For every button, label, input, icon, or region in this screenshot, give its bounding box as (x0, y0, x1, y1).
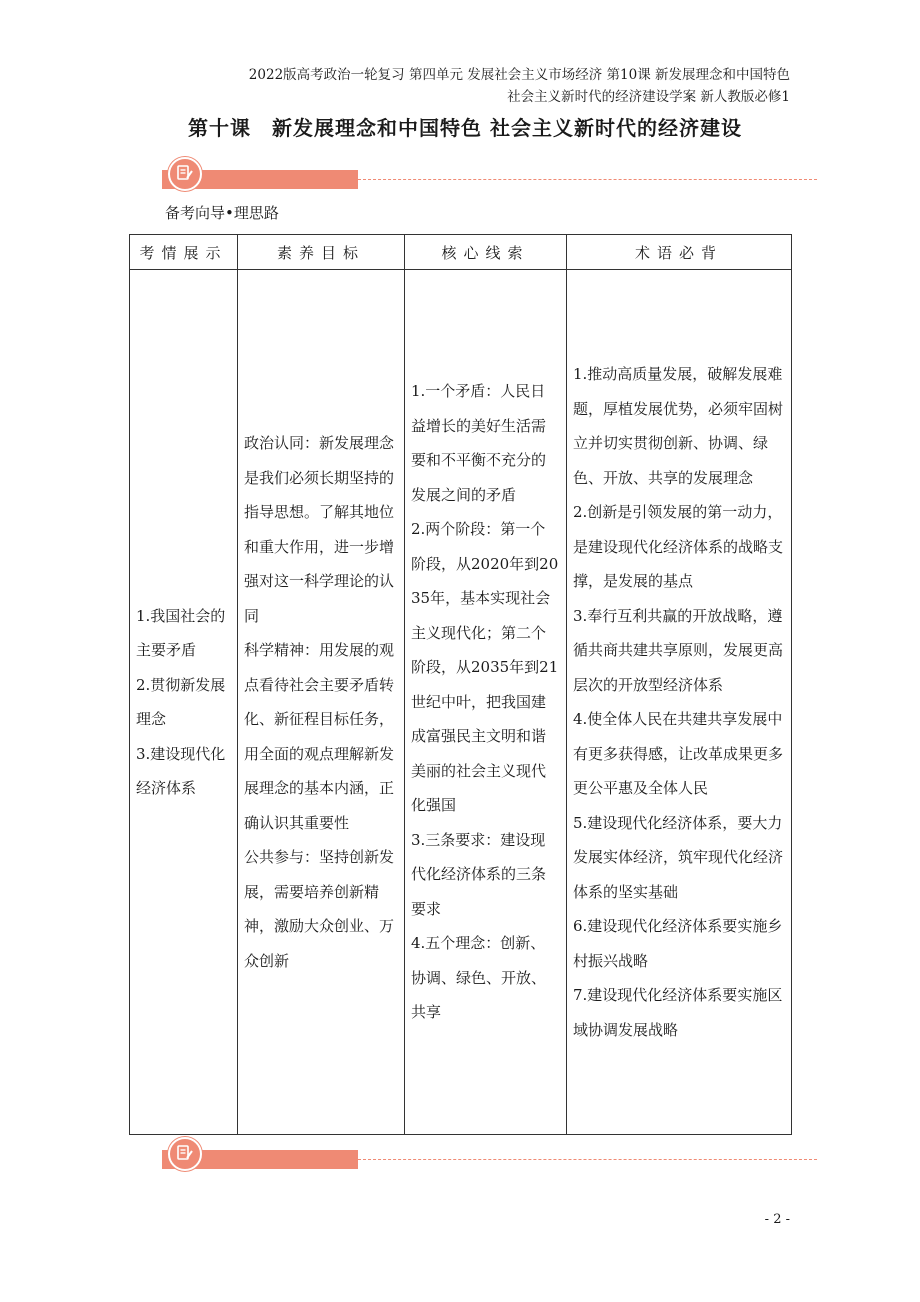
cell-exam-overview (130, 270, 238, 1135)
header-line-2: 社会主义新时代的经济建设学案 新人教版必修1 (507, 89, 790, 105)
cell-literacy-goals (238, 270, 405, 1135)
section-banner-bottom (162, 1137, 817, 1171)
header-literacy-goals: 素养目标 (238, 235, 405, 270)
header-exam-overview: 考情展示 (130, 235, 238, 270)
section-subheading: 备考向导•理思路 (165, 204, 279, 222)
terms-text: 1.推动高质量发展，破解发展难题，厚植发展优势，必须牢固树立并切实贯彻创新、协调、绿色、开放、共享的发展理念 2.创新是引领发展的第一动力，是建设现代化经济体系的战略支撑，是发展的基点 3.奉行互利共赢的开放战略，遵循共商共建共享原则，发展更高层次的开放型经济体系 4.使全体人民在共建共享发展中有更多获得感，让改革成果更多更公平惠及全体人民 5.建设现代化经济体系，要大力发展实体经济，筑牢现代化经济体系的坚实基础 6.建设现代化经济体系要实施乡村振兴战略 7.建设现代化经济体系要实施区域协调发展战略 (573, 365, 784, 1039)
literacy-goals-text: 政治认同：新发展理念是我们必须长期坚持的指导思想。了解其地位和重大作用，进一步增强对这一科学理论的认同 科学精神：用发展的观点看待社会主要矛盾转化、新征程目标任务，用全面的观点理解新发展理念的基本内涵，正确认识其重要性 公共参与：坚持创新发展，需要培养创新精神，激励大众创业、万众创新 (244, 434, 395, 970)
table-row (130, 270, 792, 1135)
page-number: - 2 - (764, 1212, 790, 1227)
exam-overview-text: 1.我国社会的主要矛盾 2.贯彻新发展理念 3.建设现代化经济体系 (136, 606, 226, 797)
core-clues-text: 1.一个矛盾：人民日益增长的美好生活需要和不平衡不充分的发展之间的矛盾 2.两个阶段：第一个阶段，从2020年到2035年，基本实现社会主义现代化；第二个阶段，从2035年到21世纪中叶，把我国建成富强民主文明和谐美丽的社会主义现代化强国 3.三条要求：建设现代化经济体系的三条要求 4.五个理念：创新、协调、绿色、开放、共享 (411, 382, 559, 1022)
section-banner (162, 157, 817, 191)
banner-dashed-line (358, 1159, 817, 1160)
study-guide-table (129, 234, 792, 1135)
banner-dashed-line (358, 179, 817, 180)
header-terms-to-memorize: 术语必背 (567, 235, 792, 270)
header-line-1: 2022版高考政治一轮复习 第四单元 发展社会主义市场经济 第10课 新发展理念和中国特色 (248, 67, 790, 83)
header-core-clues: 核心线索 (405, 235, 567, 270)
notebook-pen-icon (168, 1137, 202, 1171)
notebook-pen-icon (168, 157, 202, 191)
cell-core-clues (405, 270, 567, 1135)
table-header-row (130, 235, 792, 270)
document-header (100, 64, 790, 108)
lesson-title: 第十课 新发展理念和中国特色 社会主义新时代的经济建设 (188, 116, 742, 140)
cell-terms (567, 270, 792, 1135)
